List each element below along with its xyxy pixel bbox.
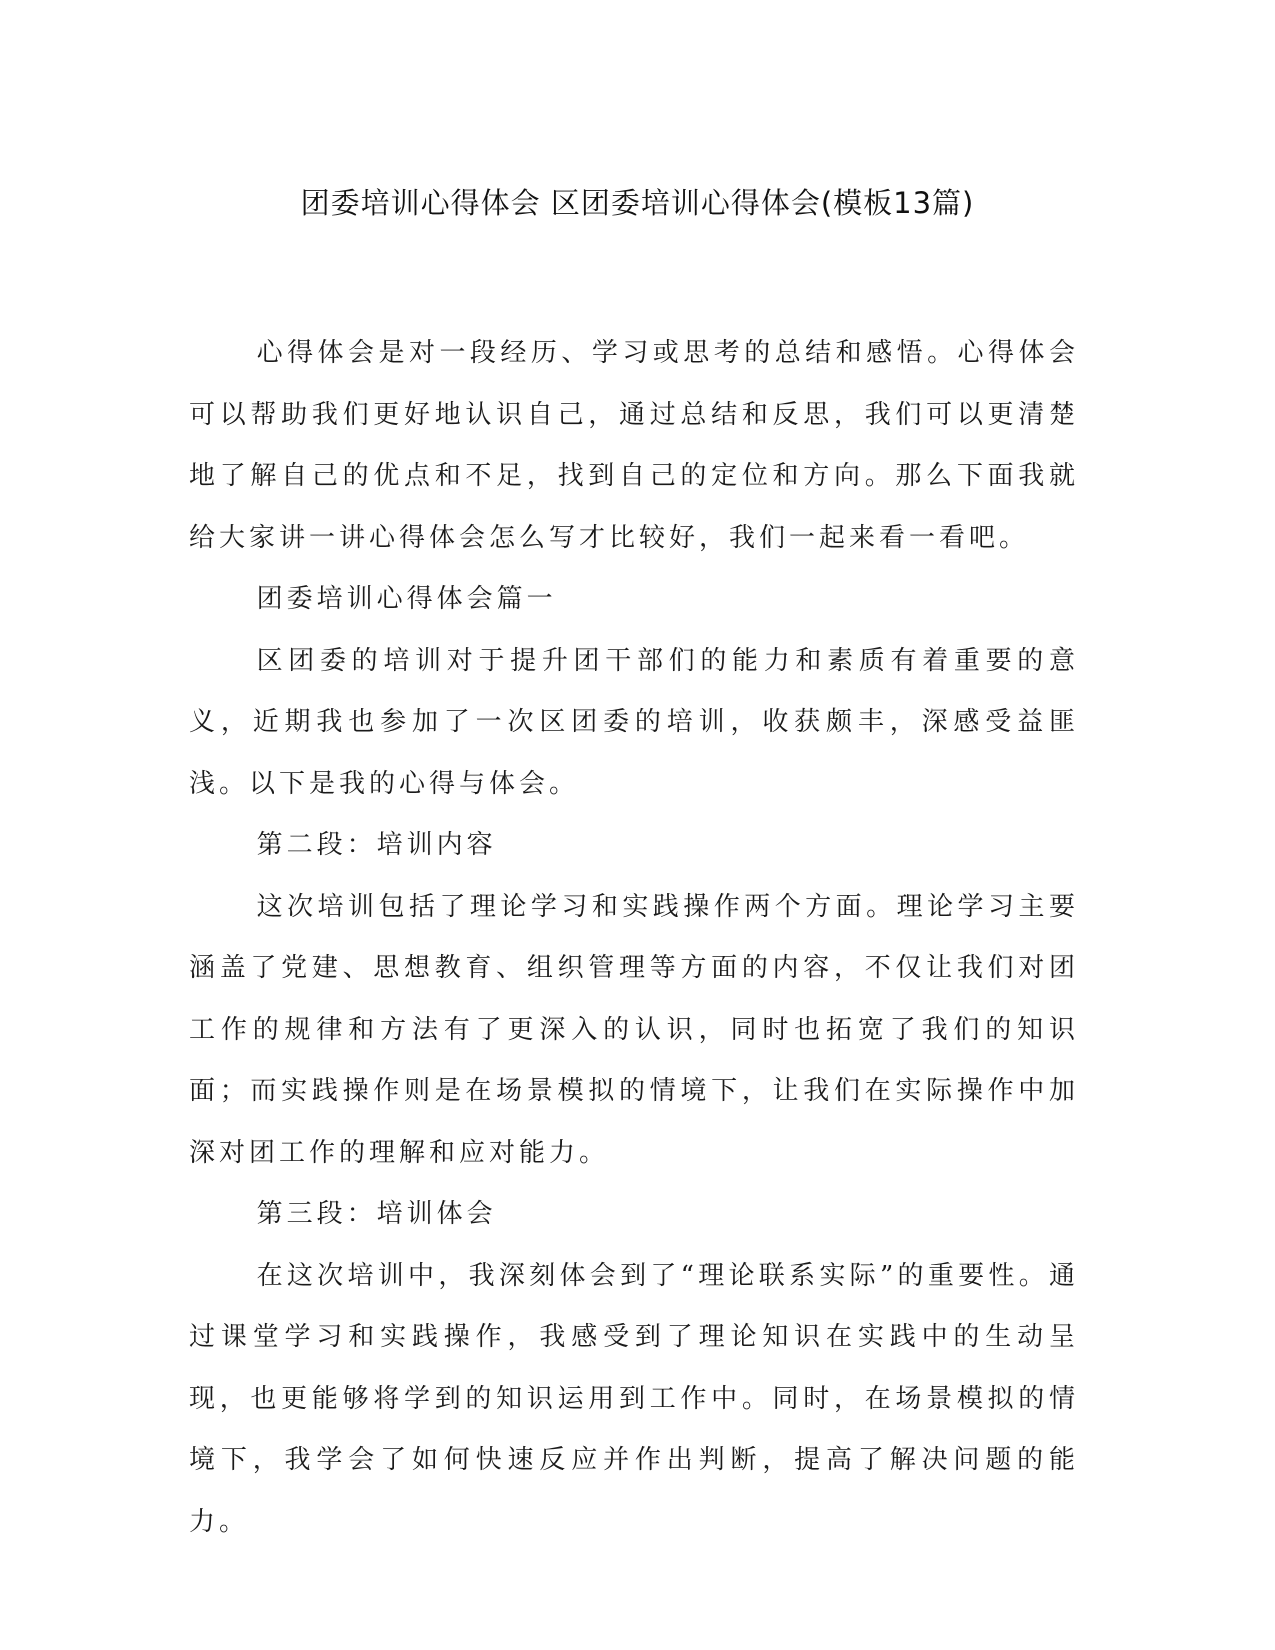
section-heading-part-one: 团委培训心得体会篇一 <box>256 584 557 614</box>
intro-paragraph: 心得体会是对一段经历、学习或思考的总结和感悟。心得体会可以帮助我们更好地认识自己，通过总结和反思，我们可以更清楚地了解自己的优点和不足，找到自己的定位和方向。那么下面我就给大家讲一讲心得体会怎么写才比较好，我们一起来看一看吧。 <box>189 338 1079 553</box>
body-paragraph: 这次培训包括了理论学习和实践操作两个方面。理论学习主要涵盖了党建、思想教育、组织管理等方面的内容，不仅让我们对团工作的规律和方法有了更深入的认识，同时也拓宽了我们的知识面；而实践操作则是在场景模拟的情境下，让我们在实际操作中加深对团工作的理解和应对能力。 <box>189 891 1079 1168</box>
body-paragraph: 在这次培训中，我深刻体会到了“理论联系实际”的重要性。通过课堂学习和实践操作，我感受到了理论知识在实践中的生动呈现，也更能够将学到的知识运用到工作中。同时，在场景模拟的情境下，我学会了如何快速反应并作出判断，提高了解决问题的能力。 <box>189 1260 1079 1537</box>
document-title: 团委培训心得体会 区团委培训心得体会(模板13篇) <box>300 186 975 220</box>
document-body <box>189 323 1079 1553</box>
body-paragraph: 区团委的培训对于提升团干部们的能力和素质有着重要的意义，近期我也参加了一次区团委的培训，收获颇丰，深感受益匪浅。以下是我的心得与体会。 <box>189 645 1079 799</box>
section-heading-training-experience: 第三段：培训体会 <box>256 1199 497 1229</box>
section-heading-training-content: 第二段：培训内容 <box>256 830 497 860</box>
